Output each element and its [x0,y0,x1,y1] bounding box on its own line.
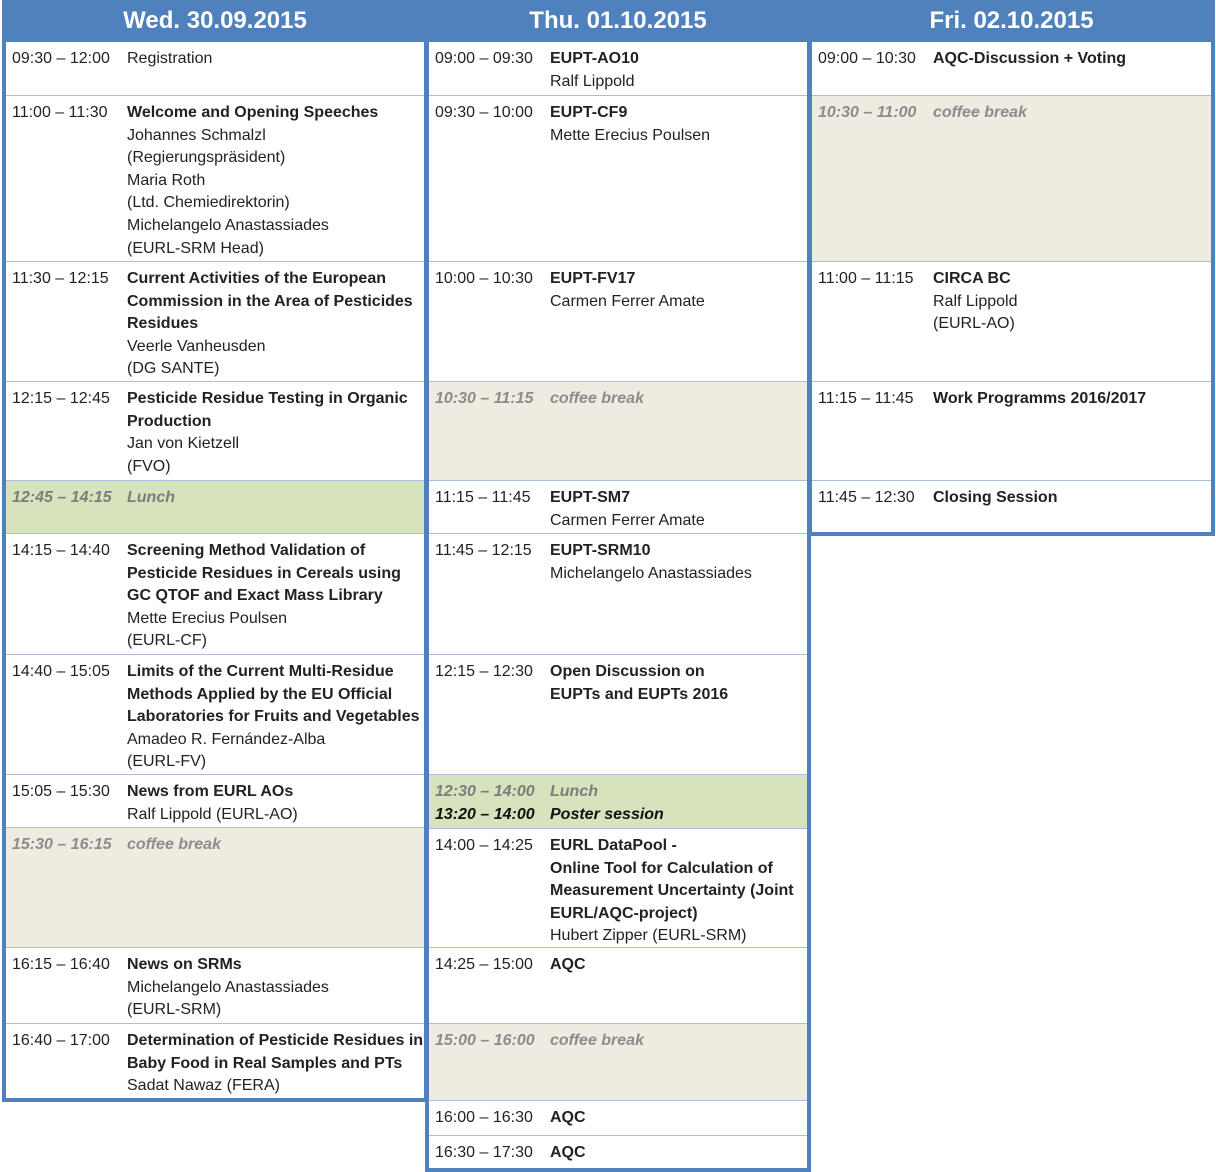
session-title: CIRCA BC [933,270,1011,287]
session-title: coffee break [933,104,1027,121]
session-details: Johannes Schmalzl (Regierungspräsident) Maria Roth (Ltd. Chemiedirektorin) Michelangelo Anastassiades (EURL-SRM Head) [127,126,329,257]
session-row [429,947,807,1023]
session-row [429,42,807,95]
session-title: Current Activities of the European Commission in the Area of Pesticides Residues [127,270,413,333]
session-time: 16:00 – 16:30 [435,1109,533,1126]
session-time: 14:00 – 14:25 [435,837,533,854]
session-details: Carmen Ferrer Amate [550,292,705,310]
session-title: Determination of Pesticide Residues in Baby Food in Real Samples and PTs [127,1032,424,1072]
session-row [429,1100,807,1135]
session-time: 11:15 – 11:45 [818,390,914,407]
day-header: Fri. 02.10.2015 [808,0,1215,42]
session-details: Ralf Lippold [550,72,635,90]
lunch-row [429,774,807,828]
session-title: Lunch [550,783,598,800]
session-title: AQC [550,956,586,973]
session-time: 15:30 – 16:15 [12,836,112,853]
session-row [429,95,807,261]
session-row [6,654,424,774]
session-title: EUPT-AO10 [550,50,639,67]
coffee-break-row [429,1023,807,1100]
session-time: 09:30 – 12:00 [12,50,110,67]
session-row [429,261,807,381]
session-time: 14:15 – 14:40 [12,542,110,559]
session-time: 11:00 – 11:30 [12,104,108,121]
session-details: Carmen Ferrer Amate [550,511,705,529]
session-details: Mette Erecius Poulsen [550,126,711,144]
session-details: Hubert Zipper (EURL-SRM) [550,927,747,945]
session-title: Open Discussion on EUPTs and EUPTs 2016 [550,663,729,703]
session-time: 10:00 – 10:30 [435,270,533,287]
session-time: 15:05 – 15:30 [12,783,110,800]
session-details: Michelangelo Anastassiades [550,564,752,582]
session-time: 14:25 – 15:00 [435,956,533,973]
session-title: Welcome and Opening Speeches [127,104,379,121]
session-title: AQC-Discussion + Voting [933,50,1127,67]
session-row [812,261,1211,381]
session-time: 12:15 – 12:45 [12,390,110,407]
session-title: News on SRMs [127,956,242,973]
session-row [812,42,1211,95]
session-time: 10:30 – 11:00 [818,104,917,121]
session-time: 11:00 – 11:15 [818,270,914,287]
session-row [6,95,424,261]
session-time: 12:30 – 14:00 [435,783,535,800]
session-row [812,381,1211,480]
session-title: EUPT-FV17 [550,270,636,287]
session-title: Pesticide Residue Testing in Organic Production [127,390,408,430]
session-row [429,533,807,654]
session-row [6,381,424,480]
session-time: 12:45 – 14:15 [12,489,112,506]
coffee-break-row [812,95,1211,261]
lunch-row [6,480,424,533]
day-column [808,0,1215,536]
day-header: Wed. 30.09.2015 [2,0,428,42]
coffee-break-row [429,381,807,480]
session-details: Ralf Lippold (EURL-AO) [933,292,1018,333]
session-title: EUPT-SM7 [550,489,631,506]
session-row [429,654,807,774]
session-row [6,947,424,1023]
session-details: Mette Erecius Poulsen (EURL-CF) [127,609,288,650]
session-title: AQC [550,1144,586,1161]
session-title: AQC [550,1109,586,1126]
session-row [6,1023,424,1098]
session-row [6,533,424,654]
session-time: 14:40 – 15:05 [12,663,110,680]
day-column [2,0,428,1102]
session-time: 10:30 – 11:15 [435,390,534,407]
session-time: 12:15 – 12:30 [435,663,533,680]
session-time: 16:15 – 16:40 [12,956,110,973]
session-title: EUPT-SRM10 [550,542,651,559]
session-row [6,774,424,827]
poster-session-time: 13:20 – 14:00 [435,805,535,823]
session-title: Work Programms 2016/2017 [933,390,1147,407]
session-title: News from EURL AOs [127,783,294,800]
session-time: 11:15 – 11:45 [435,489,531,506]
day-header: Thu. 01.10.2015 [425,0,811,42]
session-title: Closing Session [933,489,1058,506]
session-title: Limits of the Current Multi-Residue Methods Applied by the EU Official Laboratories for Fruits and Vegetables [127,663,420,726]
session-title: EURL DataPool - Online Tool for Calculation of Measurement Uncertainty (Joint EURL/AQC-project) [550,837,794,922]
session-time: 15:00 – 16:00 [435,1032,535,1049]
session-title: coffee break [550,390,644,407]
session-time: 11:45 – 12:15 [435,542,532,559]
session-title: coffee break [550,1032,644,1049]
session-details: Amadeo R. Fernández-Alba (EURL-FV) [127,730,326,771]
session-details: Michelangelo Anastassiades (EURL-SRM) [127,978,329,1019]
session-details: Ralf Lippold (EURL-AO) [127,805,298,823]
session-row [429,1135,807,1168]
session-title: Screening Method Validation of Pesticide Residues in Cereals using GC QTOF and Exact Mass Library [127,542,401,605]
session-title: EUPT-CF9 [550,104,628,121]
session-time: 09:00 – 09:30 [435,50,533,67]
session-title: coffee break [127,836,221,853]
coffee-break-row [6,827,424,947]
session-title: Lunch [127,489,175,506]
session-details: Sadat Nawaz (FERA) [127,1077,280,1095]
session-details: Veerle Vanheusden (DG SANTE) [127,337,266,378]
session-row [6,42,424,95]
session-row [6,261,424,381]
poster-session-title: Poster session [550,805,664,823]
session-time: 11:30 – 12:15 [12,270,109,287]
session-details: Registration [127,50,213,67]
day-column [425,0,811,1172]
session-time: 09:30 – 10:00 [435,104,533,121]
session-time: 16:40 – 17:00 [12,1032,110,1049]
session-time: 09:00 – 10:30 [818,50,916,67]
session-time: 16:30 – 17:30 [435,1144,533,1161]
session-row [812,480,1211,532]
session-row [429,480,807,533]
session-time: 11:45 – 12:30 [818,489,915,506]
session-row [429,828,807,947]
session-details: Jan von Kietzell (FVO) [127,435,240,475]
